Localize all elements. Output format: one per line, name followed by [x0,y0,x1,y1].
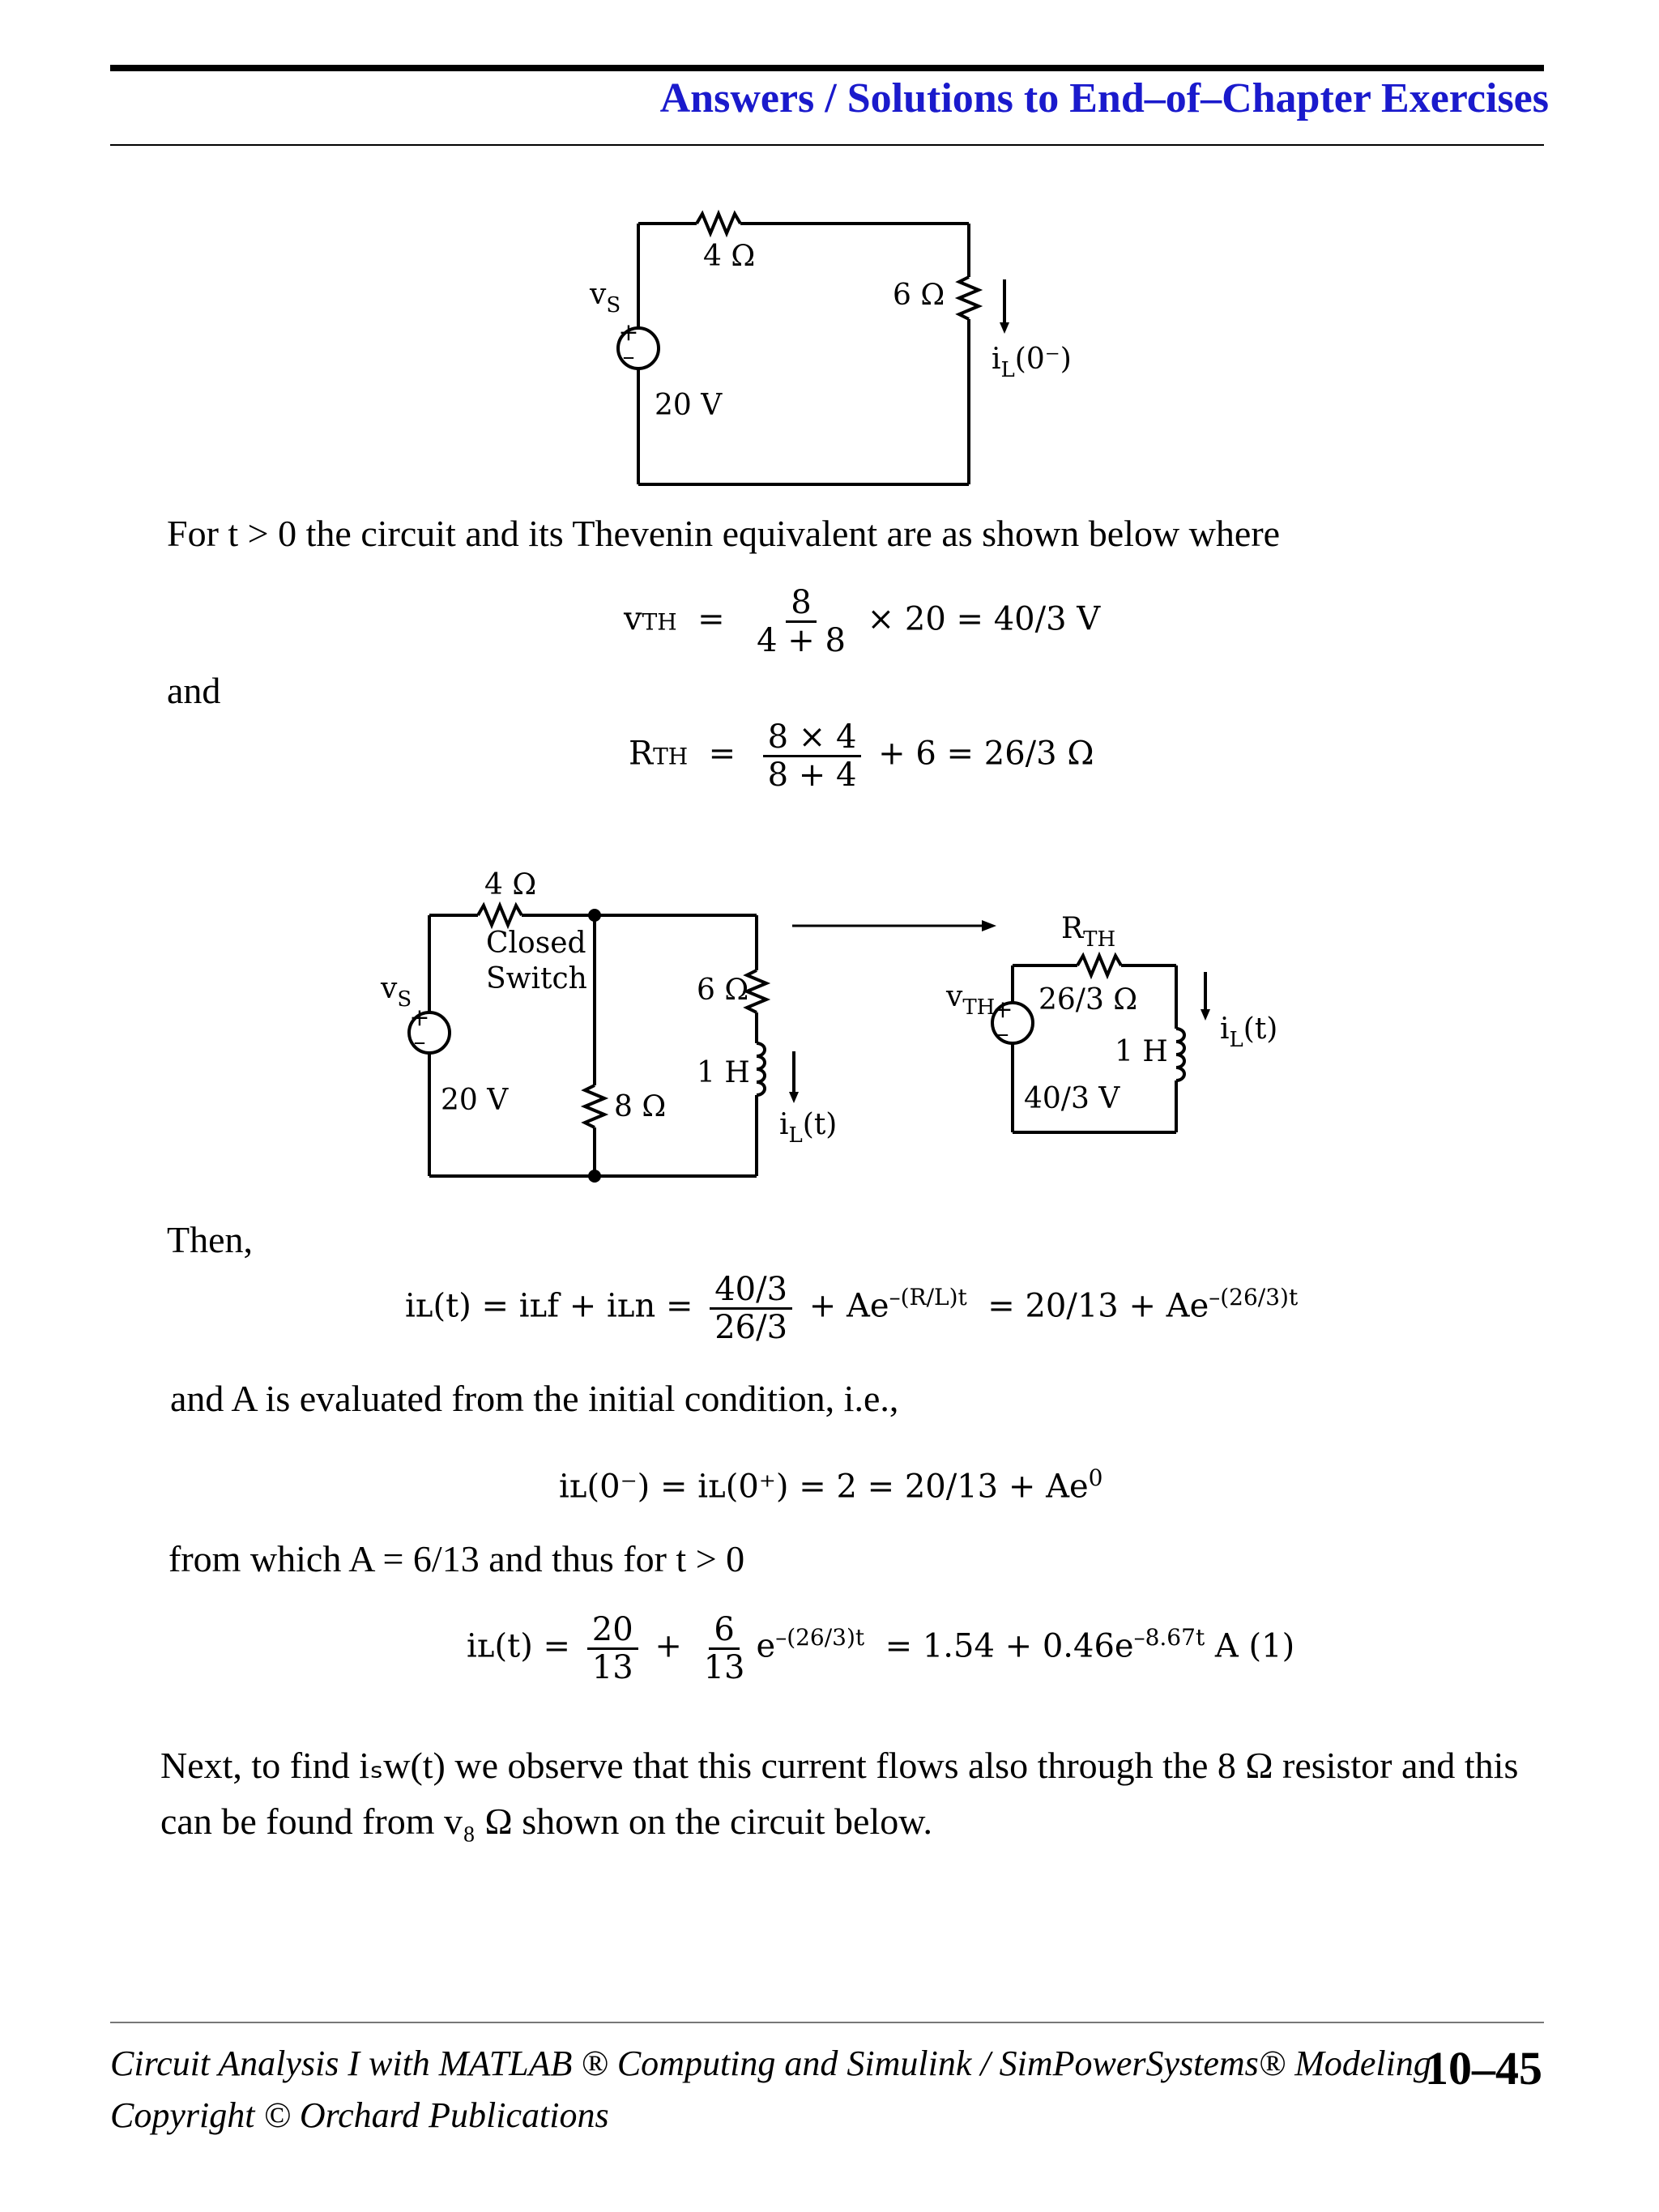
c2-il-label: i [779,1108,789,1141]
svg-text:iL(0⁻) [992,343,1072,382]
eq-vth-den: 4 + 8 [757,622,846,659]
paragraph-initial-condition: and A is evaluated from the initial condition, i.e., [170,1378,899,1419]
c1-il-label: i [992,343,1001,376]
svg-text:iL(t) [1220,1012,1277,1052]
eq-vth-lhs-sub: TH [642,608,677,636]
eq-init-exp: 0 [1088,1464,1103,1491]
c2-r6-label: 6 Ω [697,974,749,1007]
c2-vs-label: v [381,972,398,1005]
eq-final-den2: 13 [703,1649,745,1686]
eq-il-mid: + Ae [808,1287,889,1325]
c3-r-label: 26/3 Ω [1038,983,1138,1016]
equation-rth: RTH = $\frac{8 \times 4}{8 + 4}$ + 6 = 26/3 Ω [629,718,1094,794]
header-rule-top [110,65,1544,71]
c2-il-arg: (t) [802,1108,838,1141]
c2-h1-label: 1 H [697,1056,750,1089]
eq-rth-rest: + 6 = 26/3 Ω [878,735,1094,773]
equation-initial-condition [559,1464,1102,1505]
eq-rth-lhs: R [629,735,654,773]
svg-text:vS [380,972,412,1012]
c1-il-arg: (0⁻) [1014,343,1072,376]
eq-final-rhs: = 1.54 + 0.46e [885,1627,1134,1665]
svg-text:–: – [413,1028,426,1056]
c3-rth-sub: TH [1083,927,1116,952]
header-rule-bottom [110,144,1544,146]
svg-text:+: + [618,318,639,347]
svg-text:RTH [1061,912,1115,952]
eq-il-exp2: –(26/3)t [1209,1284,1299,1311]
svg-text:iL(t) [779,1108,837,1148]
eq-il-rhs: = 20/13 + Ae [987,1287,1209,1325]
c1-vs-label: v [590,278,607,311]
paragraph-then: Then, [167,1219,254,1260]
c1-vs-sub: S [606,293,621,318]
eq-rth-den: 8 + 4 [767,757,857,794]
eq-il-lhs: iʟ(t) = iʟf + iʟn = [405,1287,693,1325]
equation-il-general [405,1272,1298,1345]
page-number: 10–45 [1425,2042,1542,2095]
eq-final-lhs: iʟ(t) = [467,1627,571,1665]
equation-il-final [467,1612,1294,1686]
eq-il-den: 26/3 [714,1309,788,1346]
eq-final-exp: –(26/3)t [775,1624,865,1652]
svg-text:+: + [409,1004,430,1032]
c3-il-arg: (t) [1243,1012,1278,1046]
eq-init-text: iʟ(0⁻) = iʟ(0⁺) = 2 = 20/13 + Ae [559,1468,1089,1506]
eq-il-exp1: –(R/L)t [889,1284,967,1311]
circuit-initial [567,202,1134,502]
c2-r8-label: 8 Ω [614,1090,667,1123]
c2-v20-label: 20 V [441,1084,509,1117]
footer-copyright: Copyright © Orchard Publications [110,2095,609,2135]
paragraph-and: and [167,670,221,711]
footer-book-title: Circuit Analysis I with MATLAB ® Computing and Simulink / SimPowerSystems® Modeling [110,2044,1431,2083]
eq-final-unit: A (1) [1214,1627,1295,1665]
c3-rth-label: R [1061,912,1084,945]
eq-rth-lhs-sub: TH [653,743,689,770]
eq-rth-num: 8 × 4 [763,719,862,757]
c3-il-label: i [1220,1012,1230,1046]
paragraph-from-which: from which A = 6/13 and thus for t > 0 [168,1538,745,1579]
eq-final-den1: 13 [591,1649,633,1686]
svg-text:+: + [992,995,1013,1024]
c1-il-sub: L [1000,358,1015,382]
svg-text:–: – [996,1020,1009,1048]
c1-r4-label: 4 Ω [703,240,756,273]
c1-v20-label: 20 V [655,389,723,422]
c1-r6-label: 6 Ω [893,279,945,312]
eq-final-num2: 6 [709,1612,739,1650]
paragraph-next-line1: Next, to find iₛᴡ(t) we observe that this current flows also through the 8 Ω resistor and this [160,1745,1519,1786]
c3-il-sub: L [1229,1028,1243,1052]
c3-vth-label: v [946,980,963,1013]
c2-vs-sub: S [397,987,412,1012]
circuit-after-switch [356,859,891,1207]
page-header-title: Answers / Solutions to End–of–Chapter Exercises [659,75,1549,121]
eq-final-e: e [756,1627,776,1665]
eq-vth-lhs: v [624,600,642,638]
footer-rule [110,2022,1544,2023]
svg-text:vTH [945,980,995,1020]
svg-text:–: – [622,343,635,371]
c2-r4-label: 4 Ω [484,868,537,901]
c2-closed-label: Closed [486,927,586,960]
circuit-thevenin-equivalent [932,899,1320,1150]
eq-final-exp2: –8.67t [1133,1624,1205,1652]
eq-vth-num: 8 [786,585,816,623]
paragraph-thevenin-intro: For t > 0 the circuit and its Thevenin equivalent are as shown below where [167,513,1281,554]
equation-vth: vTH = $\frac{8}{4 + 8}$ × 20 = 40/3 V [624,584,1101,659]
c2-il-sub: L [788,1123,803,1148]
eq-il-num: 40/3 [710,1272,792,1310]
eq-final-plus: + [655,1627,682,1665]
c3-v-label: 40/3 V [1024,1082,1120,1115]
c2-switch-label: Switch [486,962,587,995]
c3-vth-sub: TH [962,995,996,1020]
eq-vth-rest: × 20 = 40/3 V [867,600,1101,638]
eq-final-num1: 20 [587,1612,638,1650]
c3-h-label: 1 H [1115,1035,1168,1068]
paragraph-next-line2: can be found from v₈ Ω shown on the circuit below. [160,1801,932,1842]
svg-text:vS [589,278,621,318]
